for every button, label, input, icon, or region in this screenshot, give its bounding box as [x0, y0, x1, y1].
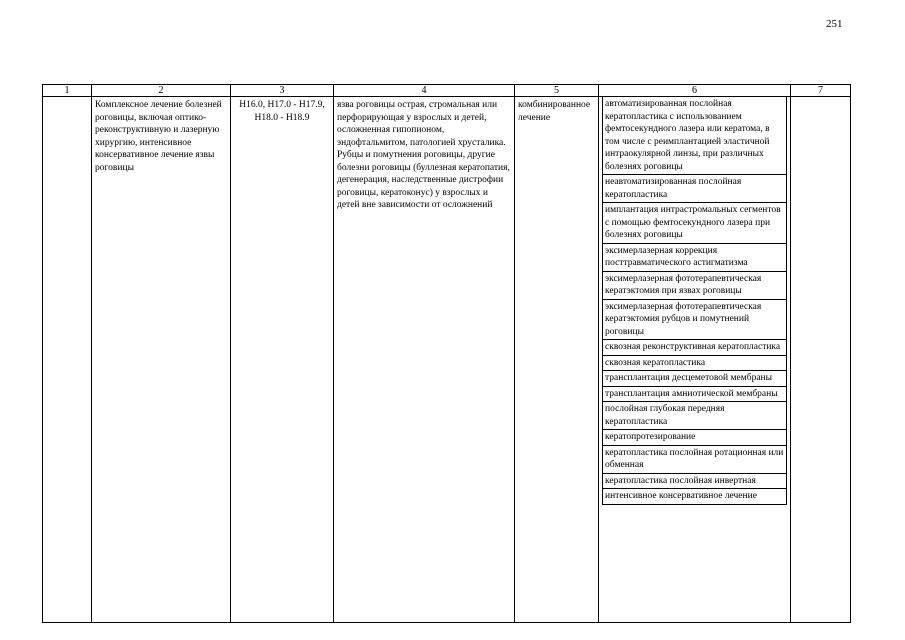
list-item: эксимерлазерная коррекция посттравматического астигматизма	[602, 243, 787, 272]
medical-care-table	[42, 84, 851, 623]
list-item: эксимерлазерная фототерапевтическая кератэктомия при язвах роговицы	[602, 271, 787, 300]
list-item: кератопластика послойная ротационная или обменная	[602, 445, 787, 474]
list-item: сквозная реконструктивная кератопластика	[602, 339, 787, 356]
cell-treatment-type	[515, 97, 599, 623]
cell-patient-model	[334, 97, 515, 623]
list-item: послойная глубокая передняя кератопластика	[602, 401, 787, 430]
page-number: 251	[826, 18, 843, 30]
list-item: сквозная кератопластика	[602, 355, 787, 372]
cell-care-type	[92, 97, 231, 623]
treatment-methods-list	[599, 97, 790, 622]
list-item: автоматизированная послойная кератопластика с использованием фемтосекундного лазера или кератома, в том числе с реимплантацией эластичной интраокулярной линзы, при различных болезнях роговицы	[602, 97, 787, 175]
list-item: трансплантация амниотической мембраны	[602, 386, 787, 403]
list-item: имплантация интрастромальных сегментов с помощью фемтосекундного лазера при болезнях роговицы	[602, 202, 787, 244]
treatment-type-text: комбинированное лечение	[518, 100, 591, 123]
list-item: неавтоматизированная послойная кератопластика	[602, 174, 787, 203]
care-type-text: Комплексное лечение болезней роговицы, включая оптико-реконструктивную и лазерную хирургию, интенсивное консервативное лечение язвы роговицы	[95, 100, 222, 173]
cell-icd-codes	[231, 97, 334, 623]
cell-standard	[791, 97, 851, 623]
column-header-2: 2	[92, 85, 231, 97]
icd-codes-text: H16.0, H17.0 - H17.9, H18.0 - H18.9	[239, 100, 325, 123]
cell-number	[43, 97, 92, 623]
list-item: эксимерлазерная фототерапевтическая кератэктомия рубцов и помутнений роговицы	[602, 299, 787, 341]
column-header-1: 1	[43, 85, 92, 97]
column-header-5: 5	[515, 85, 599, 97]
list-item: трансплантация десцеметовой мембраны	[602, 370, 787, 387]
column-header-6: 6	[599, 85, 791, 97]
list-item: кератопластика послойная инвертная	[602, 473, 787, 490]
table-row	[43, 97, 851, 623]
cell-treatment-methods	[599, 97, 791, 623]
column-header-4: 4	[334, 85, 515, 97]
column-header-7: 7	[791, 85, 851, 97]
patient-model-text: язва роговицы острая, стромальная или перфорирующая у взрослых и детей, осложненная гипопионом, эндофтальмитом, патологией хрусталика. Рубцы и помутнения роговицы, другие болезни роговицы (буллезная кератопатия, дегенерация, наследственные дистрофии роговицы, кератоконус) у взрослых и детей вне зависимости от осложнений	[337, 100, 510, 210]
cell-number-text	[43, 97, 91, 101]
list-item: кератопротезирование	[602, 429, 787, 446]
column-header-3: 3	[231, 85, 334, 97]
list-item: интенсивное консервативное лечение	[602, 488, 787, 505]
header-row	[43, 85, 851, 97]
standard-text	[791, 97, 850, 101]
